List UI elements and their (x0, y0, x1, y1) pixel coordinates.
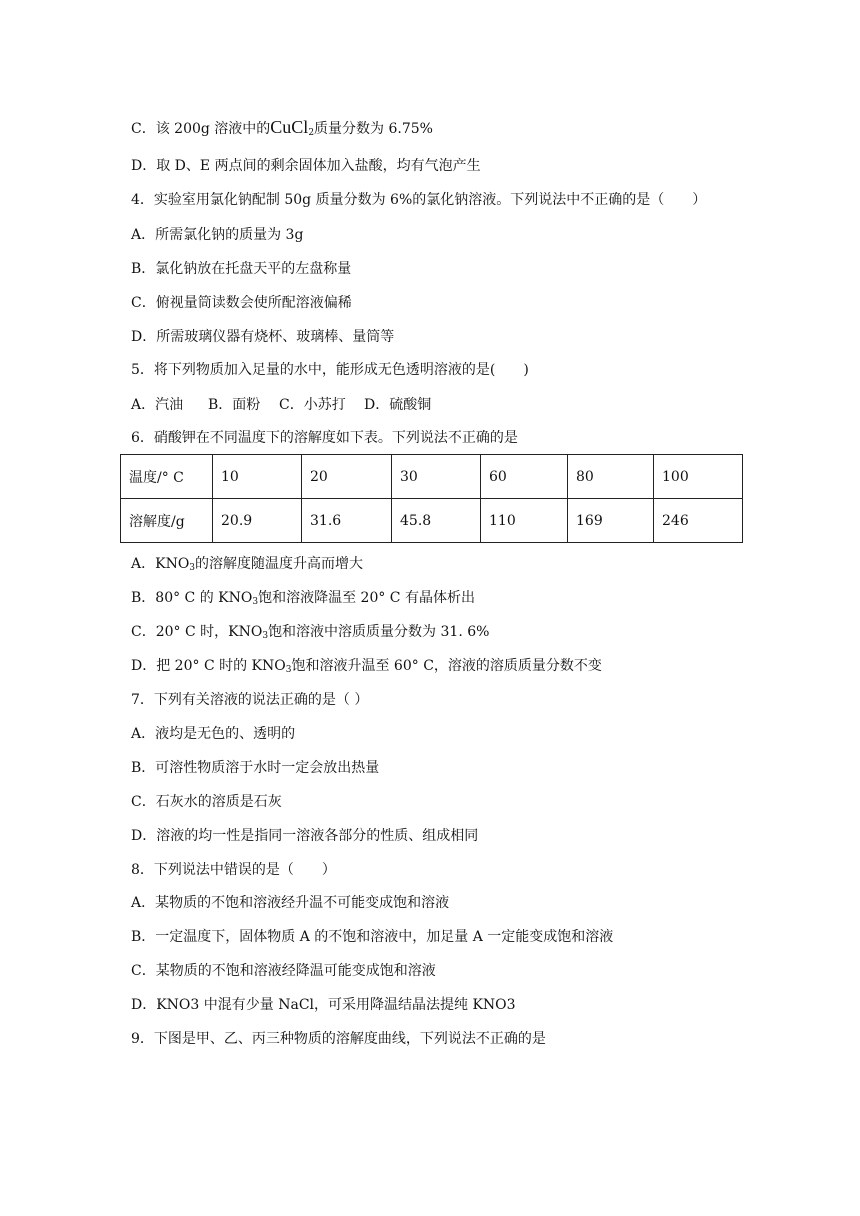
kno3-subscript: 3 (262, 631, 269, 641)
temperature-label: 温度/° C (121, 455, 213, 499)
q6-stem: 6．硝酸钾在不同温度下的溶解度如下表。下列说法不正确的是 (131, 430, 518, 446)
q4-stem: 4．实验室用氯化钠配制 50g 质量分数为 6%的氯化钠溶液。下列说法中不正确的是（ ） (131, 192, 707, 208)
q3-option-d: D．取 D、E 两点间的剩余固体加入盐酸，均有气泡产生 (131, 158, 481, 174)
temp-cell: 30 (392, 455, 481, 499)
q6-option-a-pre: A．KNO (131, 556, 190, 572)
table-row-solubility (121, 499, 743, 543)
q6-option-b (131, 588, 475, 608)
solubility-cell: 110 (481, 499, 568, 543)
kno3-subscript: 3 (252, 597, 259, 607)
q4-option-d: D．所需玻璃仪器有烧杯、玻璃棒、量筒等 (131, 329, 395, 345)
q6-option-c (131, 622, 489, 642)
q4-option-b: B．氯化钠放在托盘天平的左盘称量 (131, 261, 352, 277)
q5-option-d: D．硫酸铜 (364, 397, 432, 413)
q7-option-d: D．溶液的均一性是指同一溶液各部分的性质、组成相同 (131, 828, 479, 844)
q6-option-c-pre: C．20° C 时，KNO (131, 624, 263, 640)
solubility-cell: 45.8 (392, 499, 481, 543)
q5-option-b: B．面粉 (208, 397, 261, 413)
q7-stem: 7．下列有关溶液的说法正确的是（ ） (131, 692, 369, 708)
q8-option-d: D．KNO3 中混有少量 NaCl，可采用降温结晶法提纯 KNO3 (131, 997, 516, 1013)
q7-option-b: B．可溶性物质溶于水时一定会放出热量 (131, 760, 380, 776)
q6-option-d-post: 饱和溶液升温至 60° C，溶液的溶质质量分数不变 (291, 658, 602, 674)
q8-option-b: B．一定温度下，固体物质 A 的不饱和溶液中，加足量 A 一定能变成饱和溶液 (131, 929, 614, 945)
temp-cell: 20 (302, 455, 392, 499)
q5-stem: 5．将下列物质加入足量的水中，能形成无色透明溶液的是( ) (131, 362, 529, 378)
q6-option-a-post: 的溶解度随温度升高而增大 (195, 556, 364, 572)
q8-option-a: A．某物质的不饱和溶液经升温不可能变成饱和溶液 (131, 895, 450, 911)
q7-option-c: C．石灰水的溶质是石灰 (131, 794, 282, 810)
q6-option-d (131, 656, 602, 676)
q6-option-a (131, 554, 363, 574)
q8-option-c: C．某物质的不饱和溶液经降温可能变成饱和溶液 (131, 963, 436, 979)
solubility-table (120, 454, 743, 543)
q5-options (131, 395, 431, 415)
q6-option-c-post: 饱和溶液中溶质质量分数为 31. 6% (268, 624, 490, 640)
temp-cell: 100 (654, 455, 743, 499)
kno3-subscript: 3 (189, 563, 196, 573)
solubility-cell: 169 (568, 499, 654, 543)
cucl2-formula: CuCl (270, 117, 309, 137)
solubility-cell: 31.6 (302, 499, 392, 543)
q4-option-c: C．俯视量筒读数会使所配溶液偏稀 (131, 295, 352, 311)
solubility-cell: 246 (654, 499, 743, 543)
temp-cell: 60 (481, 455, 568, 499)
q5-option-c: C．小苏打 (279, 397, 346, 413)
q3-option-c-post: 质量分数为 6.75% (314, 121, 433, 137)
q4-option-a: A．所需氯化钠的质量为 3g (131, 227, 304, 243)
q7-option-a: A．液均是无色的、透明的 (131, 726, 296, 742)
q3-option-c-pre: C．该 200g 溶液中的 (131, 121, 271, 137)
solubility-cell: 20.9 (213, 499, 302, 543)
temp-cell: 80 (568, 455, 654, 499)
q6-option-b-pre: B．80° C 的 KNO (131, 590, 253, 606)
table-row-temperature (121, 455, 743, 499)
temp-cell: 10 (213, 455, 302, 499)
q3-option-c (131, 117, 433, 139)
cucl2-subscript: 2 (308, 128, 315, 138)
q6-option-d-pre: D．把 20° C 时的 KNO (131, 658, 286, 674)
q9-stem: 9．下图是甲、乙、丙三种物质的溶解度曲线，下列说法不正确的是 (131, 1031, 546, 1047)
kno3-subscript: 3 (285, 665, 292, 675)
q5-option-a: A．汽油 (131, 397, 184, 413)
q6-option-b-post: 饱和溶液降温至 20° C 有晶体析出 (258, 590, 475, 606)
solubility-label: 溶解度/g (121, 499, 213, 543)
q8-stem: 8．下列说法中错误的是（ ） (131, 862, 336, 878)
